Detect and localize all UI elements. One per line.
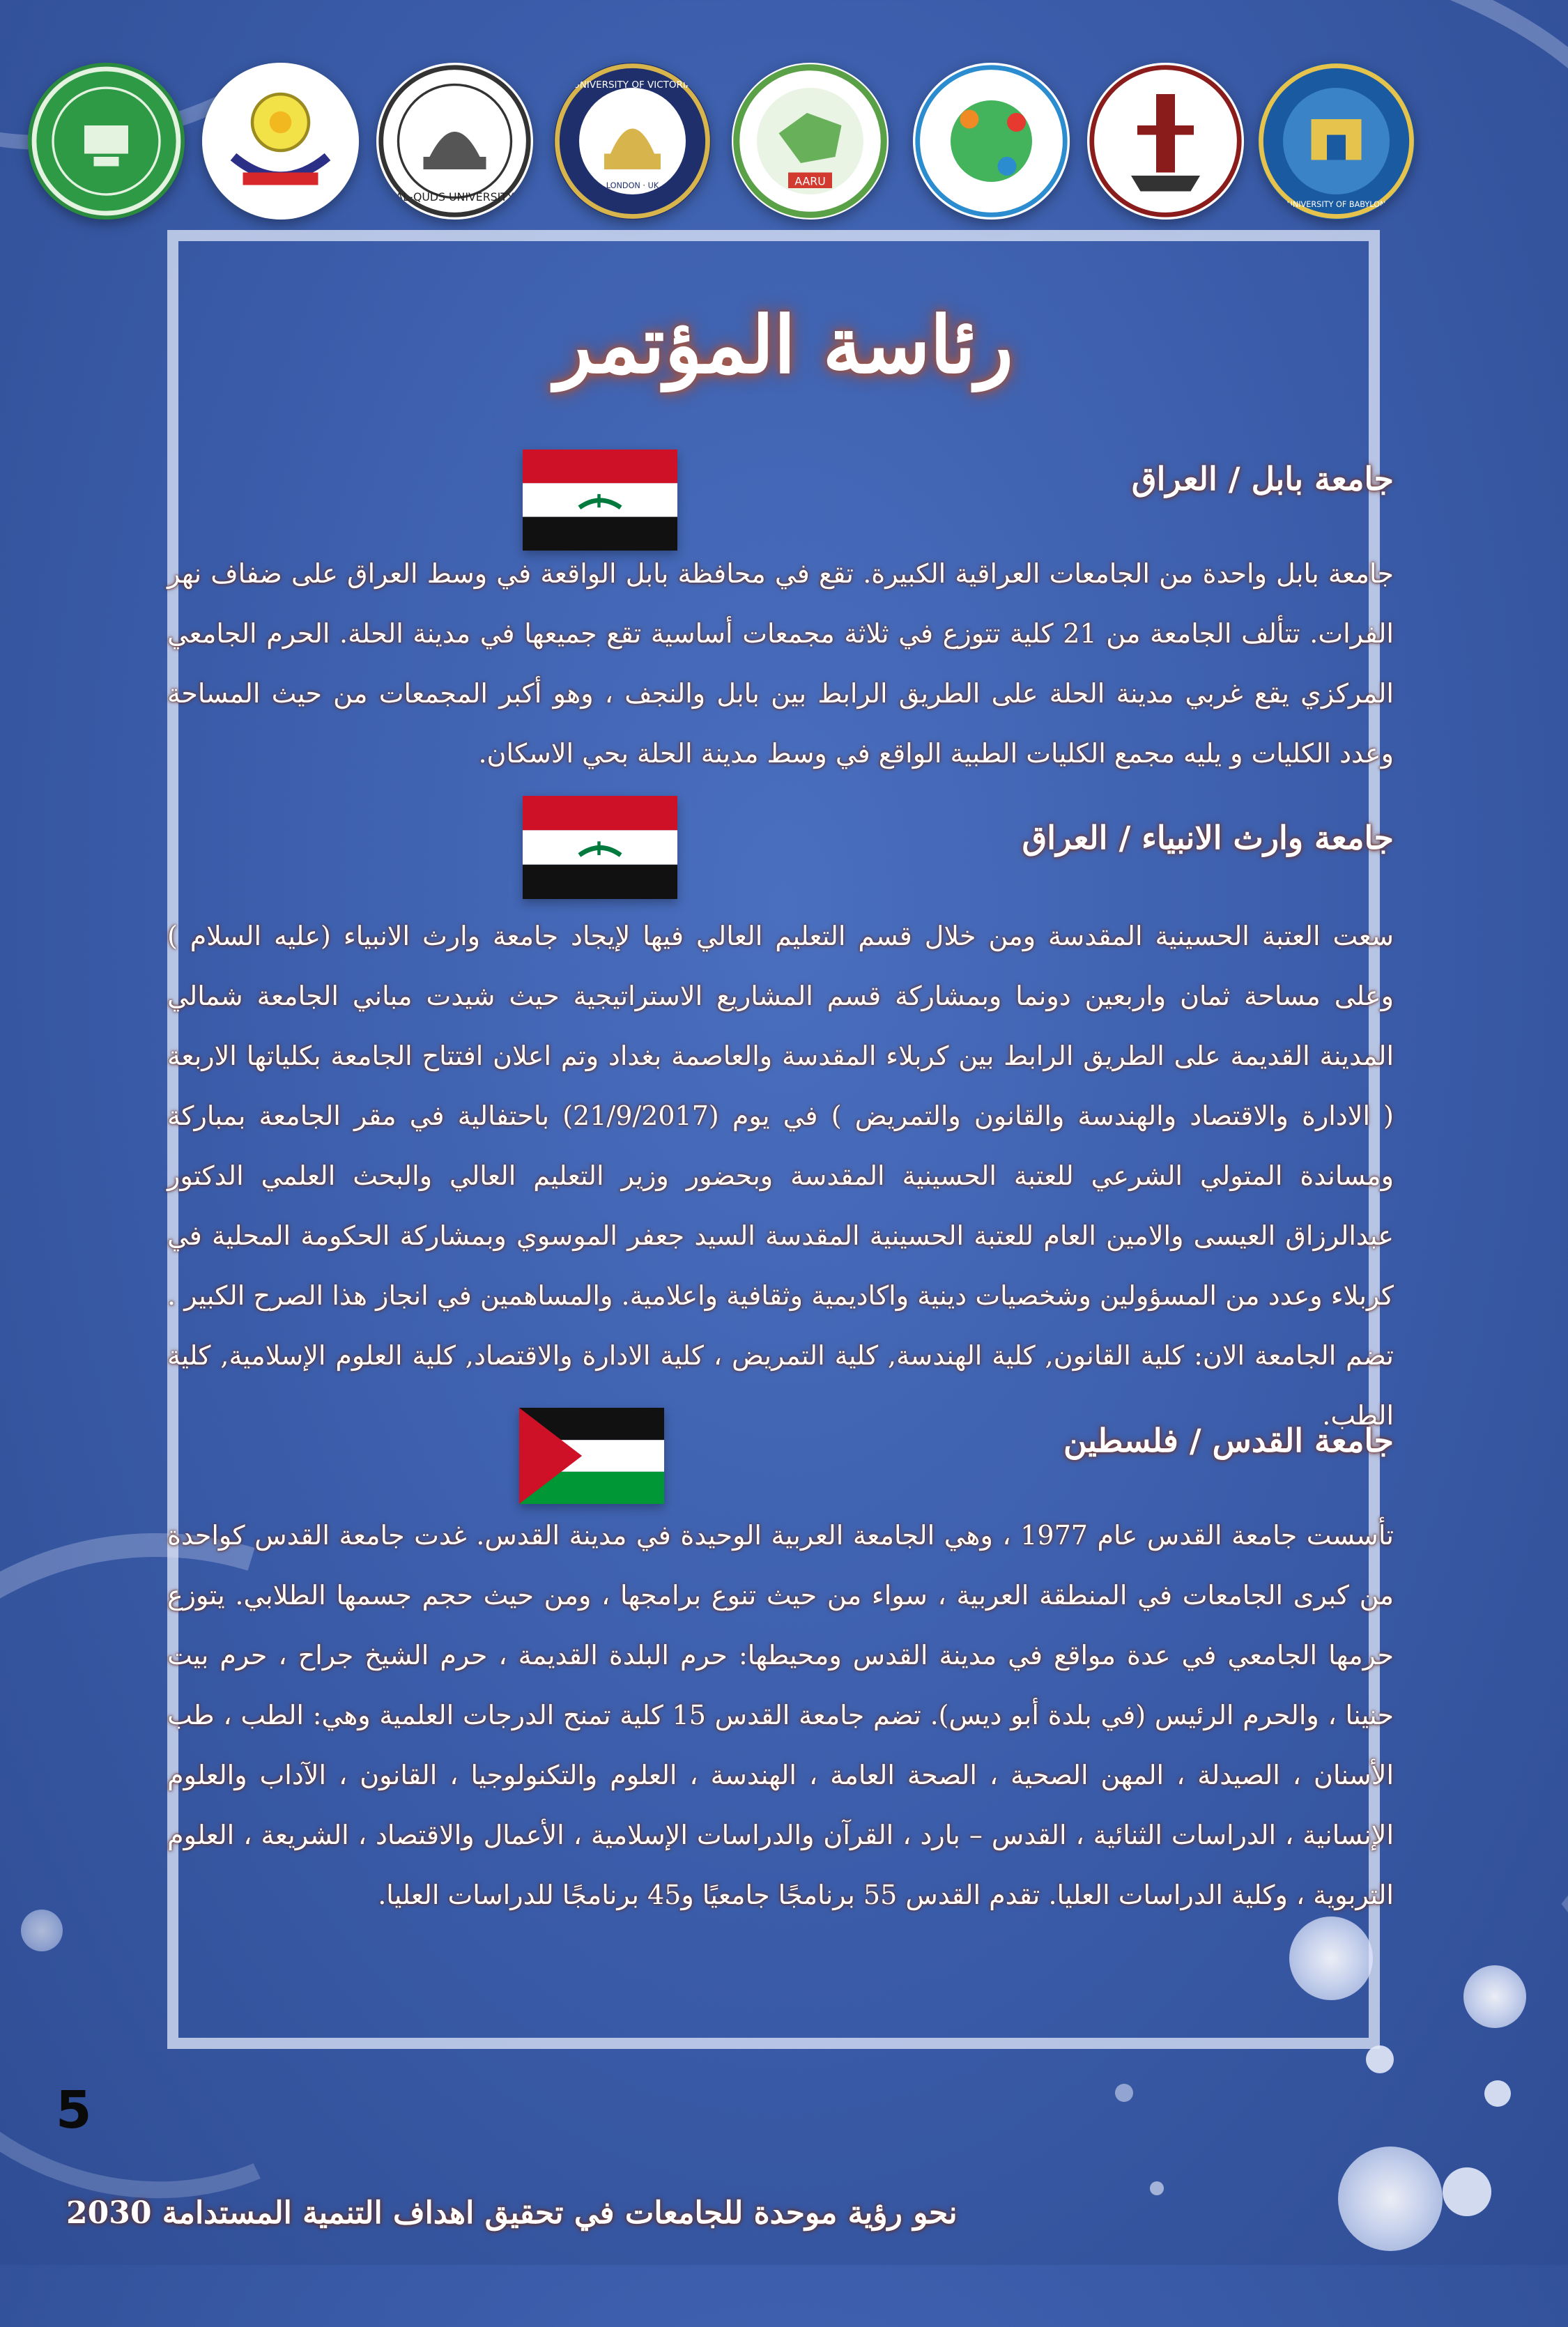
- section-heading-babylon: جامعة بابل / العراق: [1131, 460, 1394, 498]
- decorative-dot: [1443, 2167, 1491, 2216]
- decorative-dot: [1115, 2084, 1133, 2102]
- partner-logos-row: [14, 28, 1512, 237]
- aaru-logo: [732, 63, 889, 220]
- university-of-babylon-logo: [1258, 63, 1415, 220]
- section-body-alquds: تأسست جامعة القدس عام 1977 ، وهي الجامعة العربية الوحيدة في مدينة القدس. غدت جامعة القدس كواحدة من كبرى الجامعات في المنطقة العربية ، سواء من حيث تنوع برامجها ، ومن حيث حجم جسمها الطلابي. يتوزع حرمها الجامعي في عدة مواقع في مدينة القدس ومحيطها: حرم البلدة القديمة ، حرم الشيخ جراح ، حرم بيت حنينا ، والحرم الرئيس (في بلدة أبو ديس). تضم جامعة القدس 15 كلية تمنح الدرجات العلمية وهي: الطب ، طب الأسنان ، الصيدلة ، المهن الصحية ، الصحة العامة ، الهندسة ، العلوم والتكنولوجيا ، القانون ، الآداب والعلوم الإنسانية ، الدراسات الثنائية ، القدس – بارد ، القرآن والدراسات الإسلامية ، الأعمال والاقتصاد ، الشريعة ، العلوم التربوية ، وكلية الدراسات العليا. تقدم القدس 55 برنامجًا جامعيًا و45 برنامجًا للدراسات العليا.: [167, 1520, 1394, 1910]
- glitter-ball: [1463, 1965, 1526, 2028]
- iraq-flag-icon: [523, 796, 677, 899]
- al-quds-logo-text: AL-QUDS UNIVERSITY: [395, 190, 514, 203]
- page-title: رئاسة المؤتمر: [555, 300, 1013, 391]
- warith-college-logo: [202, 63, 359, 220]
- section-heading-warith: جامعة وارث الانبياء / العراق: [1022, 819, 1394, 857]
- section-body-warith: سعت العتبة الحسينية المقدسة ومن خلال قسم التعليم العالي فيها لإيجاد جامعة وارث الانبياء (عليه السلام ) وعلى مساحة ثمان واربعين دونما وبمشاركة قسم المشاريع الاستراتيجية حيث شيدت مباني الجامعة شمالي المدينة القديمة على الطريق الرابط بين كربلاء المقدسة والعاصمة بغداد وتم اعلان افتتاح الجامعة بكلياتها الاربعة ( الادارة والاقتصاد والهندسة والقانون والتمريض ) في يوم (21/9/2017) باحتفالية في مقر الجامعة بمباركة ومساندة المتولي الشرعي للعتبة الحسينية المقدسة وبحضور وزير التعليم العالي والبحث العلمي الدكتور عبدالرزاق العيسى والامين العام للعتبة الحسينية المقدسة السيد جعفر الموسوي وبمشاركة الحكومة المحلية في كربلاء وعدد من المسؤولين وشخصيات دينية واكاديمية وثقافية واعلامية. والمساهمين في انجاز هذا الصرح الكبير . تضم الجامعة الان: كلية القانون, كلية الهندسة, كلية التمريض ، كلية الادارة والاقتصاد, كلية العلوم الإسلامية, كلية الطب.: [167, 921, 1394, 1431]
- university-of-victoria-logo: [554, 63, 711, 220]
- victoria-logo-subtext: LONDON · UK: [606, 181, 659, 190]
- glitter-ball: [1338, 2146, 1443, 2251]
- decorative-dot: [1366, 2045, 1394, 2073]
- aaru-logo-text: AARU: [794, 174, 826, 188]
- decorative-dot: [1150, 2181, 1164, 2195]
- al-mustaqbal-university-logo: [28, 63, 185, 220]
- footer-slogan: نحو رؤية موحدة للجامعات في تحقيق اهداف التنمية المستدامة 2030: [66, 2195, 958, 2231]
- babylon-logo-text: UNIVERSITY OF BABYLON: [1286, 200, 1386, 209]
- victoria-logo-text: UNIVERSITY OF VICTORIA: [572, 79, 693, 91]
- glitter-ball: [21, 1910, 63, 1951]
- al-quds-university-logo: [376, 63, 533, 220]
- palestine-flag-icon: [519, 1408, 664, 1504]
- page-number: 5: [56, 2080, 92, 2140]
- section-body-babylon: جامعة بابل واحدة من الجامعات العراقية الكبيرة. تقع في محافظة بابل الواقعة في وسط العراق على ضفاف نهر الفرات. تتألف الجامعة من 21 كلية تتوزع في ثلاثة مجمعات أساسية تقع جميعها في مدينة الحلة. الحرم الجامعي المركزي يقع غربي مدينة الحلة على الطريق الرابط بين بابل والنجف ، وهو أكبر المجمعات من حيث المساحة وعدد الكليات و يليه مجمع الكليات الطبية الواقع في وسط مدينة الحلة بحي الاسكان.: [167, 558, 1394, 769]
- warith-alanbiyaa-university-logo: [1087, 63, 1244, 220]
- iupfdo-logo: [913, 63, 1070, 220]
- section-heading-alquds: جامعة القدس / فلسطين: [1063, 1422, 1394, 1459]
- decorative-dot: [1484, 2080, 1511, 2107]
- iraq-flag-icon: [523, 450, 677, 551]
